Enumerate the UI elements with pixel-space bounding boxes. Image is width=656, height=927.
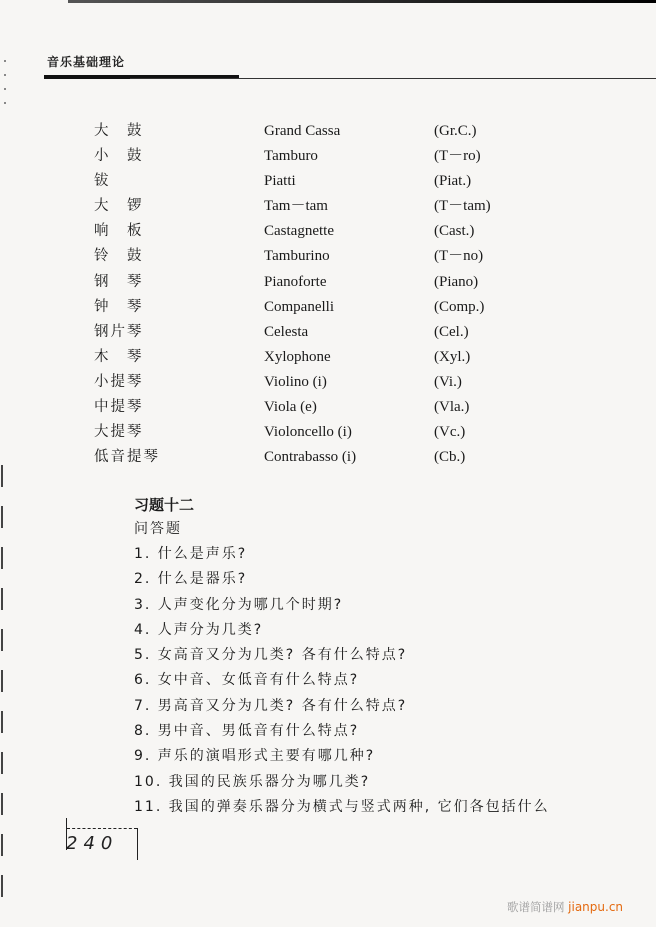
instrument-chinese-name: 钢片琴 bbox=[94, 323, 144, 340]
question-item: 1. 什么是声乐? bbox=[134, 546, 248, 562]
left-binding-marks bbox=[1, 465, 3, 916]
header-thin-rule bbox=[130, 78, 656, 79]
question-item: 8. 男中音、男低音有什么特点? bbox=[134, 723, 360, 740]
watermark bbox=[507, 899, 623, 915]
top-border-rule bbox=[68, 0, 656, 3]
instrument-chinese-name: 钟 琴 bbox=[94, 298, 144, 315]
instrument-italian-name: Violino (i) bbox=[264, 373, 327, 390]
instrument-abbreviation: (T－no) bbox=[434, 248, 484, 265]
instrument-italian-name: Violoncello (i) bbox=[264, 424, 352, 441]
instrument-abbreviation: (Vla.) bbox=[434, 399, 470, 416]
page-frame-right-bar bbox=[137, 828, 138, 860]
page-number: 240 bbox=[66, 833, 119, 854]
instrument-italian-name: Piatti bbox=[264, 173, 296, 190]
question-item: 11. 我国的弹奏乐器分为横式与竖式两种, 它们各包括什么 bbox=[134, 798, 550, 815]
watermark-chinese-text: 歌谱简谱网 bbox=[507, 900, 565, 914]
question-item: 5. 女高音又分为几类? 各有什么特点? bbox=[134, 647, 408, 664]
instrument-abbreviation: (Vc.) bbox=[434, 424, 466, 441]
instrument-italian-name: Tamburo bbox=[264, 148, 318, 165]
watermark-site: jianpu.cn bbox=[568, 900, 624, 914]
instrument-italian-name: Tam－tam bbox=[264, 198, 328, 215]
instrument-chinese-name: 钢 琴 bbox=[94, 273, 144, 290]
instrument-abbreviation: (Piano) bbox=[434, 273, 479, 290]
instrument-abbreviation: (Cel.) bbox=[434, 323, 469, 340]
instrument-italian-name: Contrabasso (i) bbox=[264, 449, 357, 466]
instrument-abbreviation: (Piat.) bbox=[434, 173, 472, 190]
instrument-abbreviation: (Vi.) bbox=[434, 373, 462, 390]
question-item: 6. 女中音、女低音有什么特点? bbox=[134, 672, 360, 689]
question-item: 10. 我国的民族乐器分为哪几类? bbox=[134, 773, 371, 790]
page-frame-dashed-rule bbox=[67, 828, 137, 829]
instrument-italian-name: Tamburino bbox=[264, 248, 330, 265]
instrument-abbreviation: (T－ro) bbox=[434, 148, 481, 165]
instrument-italian-name: Companelli bbox=[264, 298, 334, 315]
exercise-title: 习题十二 bbox=[134, 496, 195, 514]
instrument-chinese-name: 小提琴 bbox=[94, 373, 144, 390]
instrument-italian-name: Grand Cassa bbox=[264, 123, 341, 139]
running-header-title: 音乐基础理论 bbox=[47, 55, 126, 69]
instrument-chinese-name: 钹 bbox=[94, 173, 111, 190]
exercise-section bbox=[134, 493, 550, 820]
question-item: 4. 人声分为几类? bbox=[134, 621, 264, 638]
instrument-chinese-name: 大 锣 bbox=[94, 198, 144, 215]
instrument-abbreviation: (Cast.) bbox=[434, 223, 475, 240]
instrument-italian-name: Castagnette bbox=[264, 223, 334, 240]
instrument-italian-name: Viola (e) bbox=[264, 399, 317, 416]
instrument-italian-name: Xylophone bbox=[264, 348, 331, 365]
exercise-subtitle: 问答题 bbox=[134, 521, 182, 537]
instrument-abbreviation: (Xyl.) bbox=[434, 348, 471, 365]
question-item: 2. 什么是器乐? bbox=[134, 571, 248, 588]
instrument-italian-name: Celesta bbox=[264, 323, 309, 340]
left-margin-dots bbox=[4, 60, 6, 116]
instrument-chinese-name: 小 鼓 bbox=[94, 148, 144, 165]
question-item: 3. 人声变化分为哪几个时期? bbox=[134, 596, 344, 613]
instrument-chinese-name: 木 琴 bbox=[94, 348, 144, 365]
instrument-italian-name: Pianoforte bbox=[264, 273, 327, 290]
instrument-chinese-name: 响 板 bbox=[94, 223, 144, 240]
question-item: 9. 声乐的演唱形式主要有哪几种? bbox=[134, 748, 376, 765]
question-item: 7. 男高音又分为几类? 各有什么特点? bbox=[134, 697, 408, 714]
instrument-chinese-name: 低音提琴 bbox=[94, 449, 160, 466]
instrument-abbreviation: (Gr.C.) bbox=[434, 123, 477, 139]
instrument-chinese-name: 中提琴 bbox=[94, 399, 144, 416]
instrument-chinese-name: 大提琴 bbox=[94, 424, 144, 441]
instrument-abbreviation: (Comp.) bbox=[434, 298, 485, 315]
instrument-chinese-name: 铃 鼓 bbox=[94, 248, 144, 265]
instrument-chinese-name: 大 鼓 bbox=[94, 123, 144, 139]
instrument-abbreviation: (Cb.) bbox=[434, 449, 466, 466]
instrument-abbreviation: (T－tam) bbox=[434, 198, 491, 215]
